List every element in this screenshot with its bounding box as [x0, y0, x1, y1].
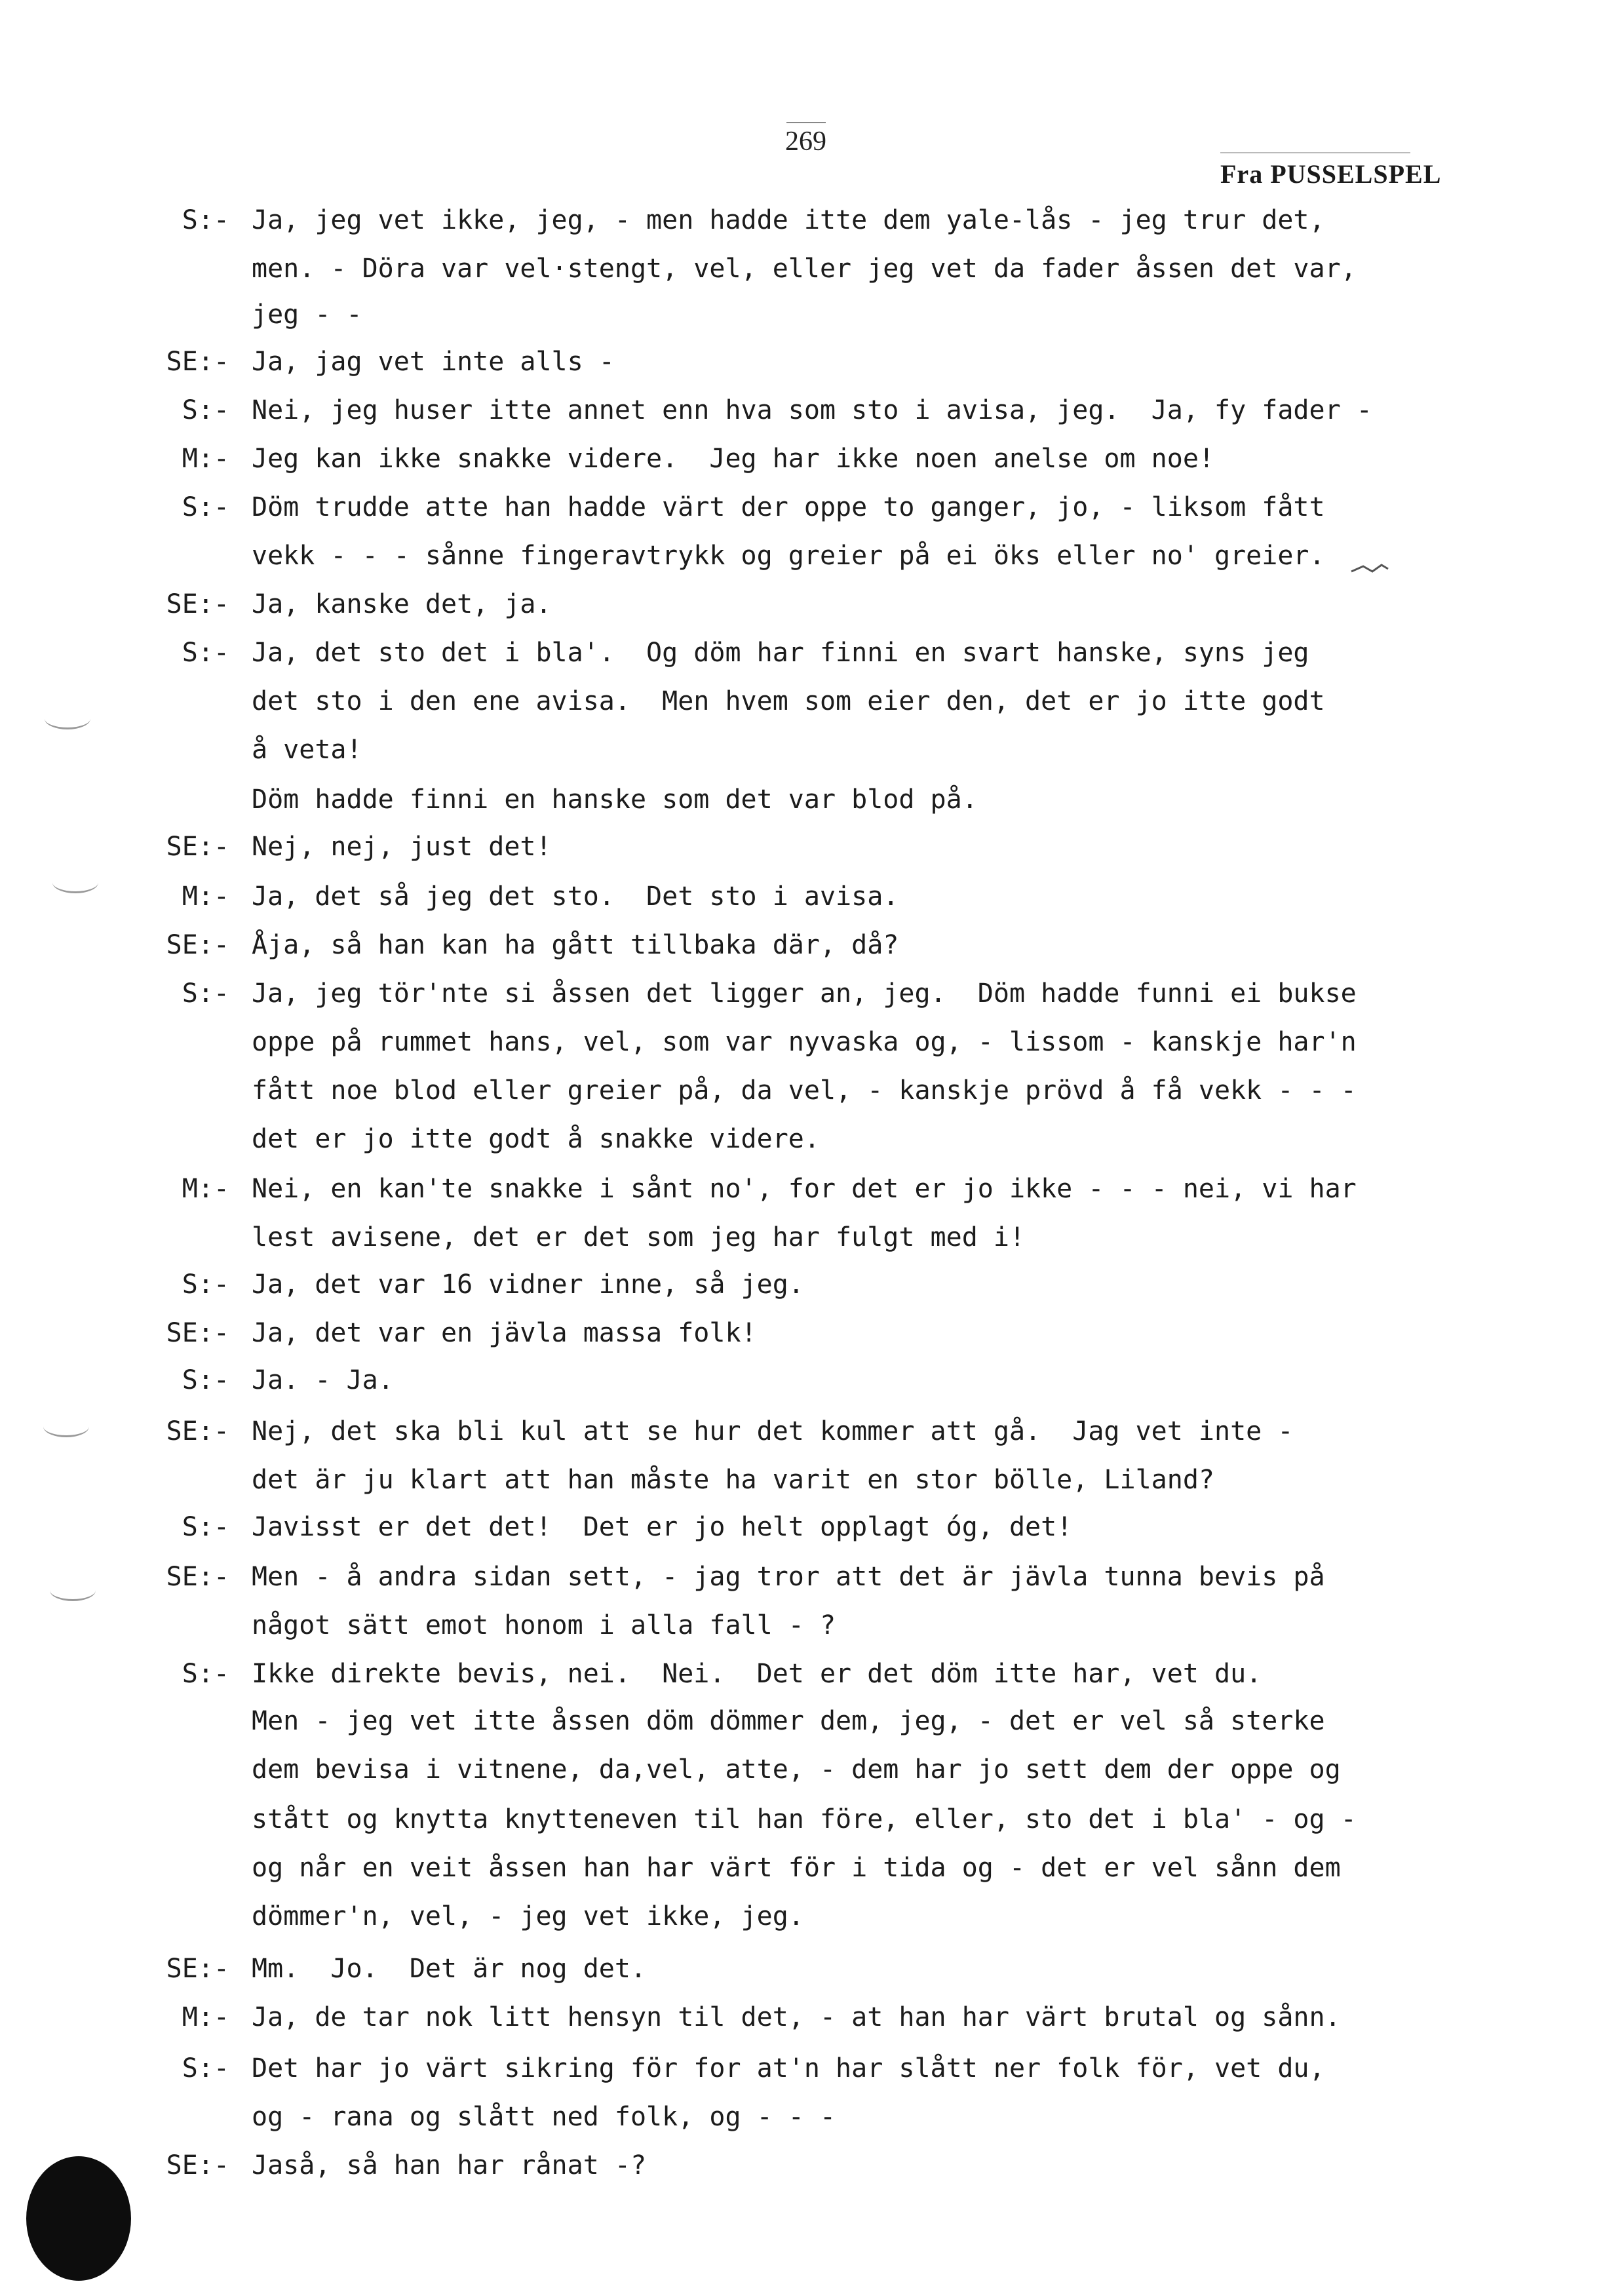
transcript-line: Döm hadde finni en hanske som det var blod på.: [252, 785, 978, 815]
transcript-line: det er jo itte godt å snakke videre.: [252, 1124, 820, 1154]
transcript-line: Javisst er det det! Det er jo helt opplagt óg, det!: [252, 1512, 1073, 1542]
margin-mark: [43, 1416, 89, 1437]
transcript-line: Ja. - Ja.: [252, 1365, 394, 1395]
margin-mark: [45, 708, 90, 729]
transcript-line: Ja, det sto det i bla'. Og döm har finni en svart hanske, syns jeg: [252, 638, 1309, 668]
transcript-line: Men - jeg vet itte åssen döm dömmer dem, jeg, - det er vel så sterke: [252, 1706, 1325, 1736]
transcript-line: Ja, det så jeg det sto. Det sto i avisa.: [252, 881, 899, 912]
transcript-line: Ikke direkte bevis, nei. Nei. Det er det döm itte har, vet du.: [252, 1659, 1262, 1689]
speaker-label: SE:-: [166, 1416, 229, 1446]
speaker-label: S:-: [182, 1269, 229, 1300]
transcript-line: fått noe blod eller greier på, da vel, - kanskje prövd å få vekk - - -: [252, 1075, 1357, 1106]
transcript-line: men. - Döra var vel·stengt, vel, eller jeg vet da fader åssen det var,: [252, 254, 1357, 284]
transcript-line: Nei, jeg huser itte annet enn hva som sto i avisa, jeg. Ja, fy fader -: [252, 395, 1372, 425]
speaker-label: S:-: [182, 978, 229, 1009]
transcript-line: Nej, det ska bli kul att se hur det kommer att gå. Jag vet inte -: [252, 1416, 1294, 1446]
transcript-line: Ja, det var 16 vidner inne, så jeg.: [252, 1269, 804, 1300]
speaker-label: SE:-: [166, 1562, 229, 1592]
transcript-line: Mm. Jo. Det är nog det.: [252, 1954, 647, 1984]
transcript-line: Jaså, så han har rånat -?: [252, 2150, 647, 2180]
transcript-line: Åja, så han kan ha gått tillbaka där, då?: [252, 930, 899, 960]
speaker-label: SE:-: [166, 930, 229, 960]
transcript-line: dömmer'n, vel, - jeg vet ikke, jeg.: [252, 1901, 804, 1931]
speaker-label: S:-: [182, 2053, 229, 2083]
transcript-line: Men - å andra sidan sett, - jag tror att det är jävla tunna bevis på: [252, 1562, 1325, 1592]
speaker-label: M:-: [182, 881, 229, 912]
speaker-label: SE:-: [166, 1954, 229, 1984]
margin-mark: [52, 872, 98, 893]
transcript-line: oppe på rummet hans, vel, som var nyvaska og, - lissom - kanskje har'n: [252, 1027, 1357, 1057]
speaker-label: M:-: [182, 1174, 229, 1204]
transcript-line: og - rana og slått ned folk, og - - -: [252, 2102, 836, 2132]
speaker-label: S:-: [182, 1659, 229, 1689]
transcript-line: Jeg kan ikke snakke videre. Jeg har ikke noen anelse om noe!: [252, 444, 1215, 474]
transcript-line: og når en veit åssen han har värt för i tida og - det er vel sånn dem: [252, 1853, 1341, 1883]
speaker-label: S:-: [182, 1512, 229, 1542]
transcript-line: Det har jo värt sikring för for at'n har slått ner folk för, vet du,: [252, 2053, 1325, 2083]
speaker-label: SE:-: [166, 832, 229, 862]
transcript-line: Döm trudde atte han hadde värt der oppe to ganger, jo, - liksom fått: [252, 492, 1325, 522]
margin-mark: [50, 1579, 96, 1601]
speaker-label: S:-: [182, 205, 229, 235]
transcript-line: något sätt emot honom i alla fall - ?: [252, 1610, 836, 1640]
transcript-line: Ja, jeg vet ikke, jeg, - men hadde itte dem yale-lås - jeg trur det,: [252, 205, 1325, 235]
speaker-label: S:-: [182, 638, 229, 668]
transcript-line: Ja, jeg tör'nte si åssen det ligger an, jeg. Döm hadde funni ei bukse: [252, 978, 1357, 1009]
page-number: 269: [785, 126, 826, 157]
transcript-line: Ja, de tar nok litt hensyn til det, - at han har värt brutal og sånn.: [252, 2002, 1341, 2032]
speaker-label: M:-: [182, 444, 229, 474]
speaker-label: M:-: [182, 2002, 229, 2032]
speaker-label: S:-: [182, 492, 229, 522]
transcript-line: jeg - -: [252, 300, 362, 330]
transcript-line: Ja, kanske det, ja.: [252, 589, 552, 619]
speaker-label: S:-: [182, 1365, 229, 1395]
speaker-label: SE:-: [166, 2150, 229, 2180]
speaker-label: S:-: [182, 395, 229, 425]
scribble-mark: [1350, 562, 1389, 575]
transcript-line: vekk - - - sånne fingeravtrykk og greier på ei öks eller no' greier.: [252, 541, 1325, 571]
transcript-line: Ja, jag vet inte alls -: [252, 347, 615, 377]
source-title: Fra PUSSELSPEL: [1220, 159, 1442, 189]
speaker-label: SE:-: [166, 1318, 229, 1348]
transcript-line: Nei, en kan'te snakke i sånt no', for det er jo ikke - - - nei, vi har: [252, 1174, 1357, 1204]
speaker-label: SE:-: [166, 589, 229, 619]
transcript-line: Ja, det var en jävla massa folk!: [252, 1318, 757, 1348]
transcript-line: lest avisene, det er det som jeg har fulgt med i!: [252, 1222, 1026, 1252]
transcript-line: å veta!: [252, 735, 362, 765]
transcript-line: Nej, nej, just det!: [252, 832, 552, 862]
transcript-line: det sto i den ene avisa. Men hvem som eier den, det er jo itte godt: [252, 686, 1325, 716]
transcript-line: stått og knytta knytteneven til han före, eller, sto det i bla' - og -: [252, 1804, 1357, 1834]
transcript-line: det är ju klart att han måste ha varit en stor bölle, Liland?: [252, 1465, 1215, 1495]
transcript-line: dem bevisa i vitnene, da,vel, atte, - dem har jo sett dem der oppe og: [252, 1754, 1341, 1785]
punch-hole: [26, 2156, 131, 2281]
speaker-label: SE:-: [166, 347, 229, 377]
